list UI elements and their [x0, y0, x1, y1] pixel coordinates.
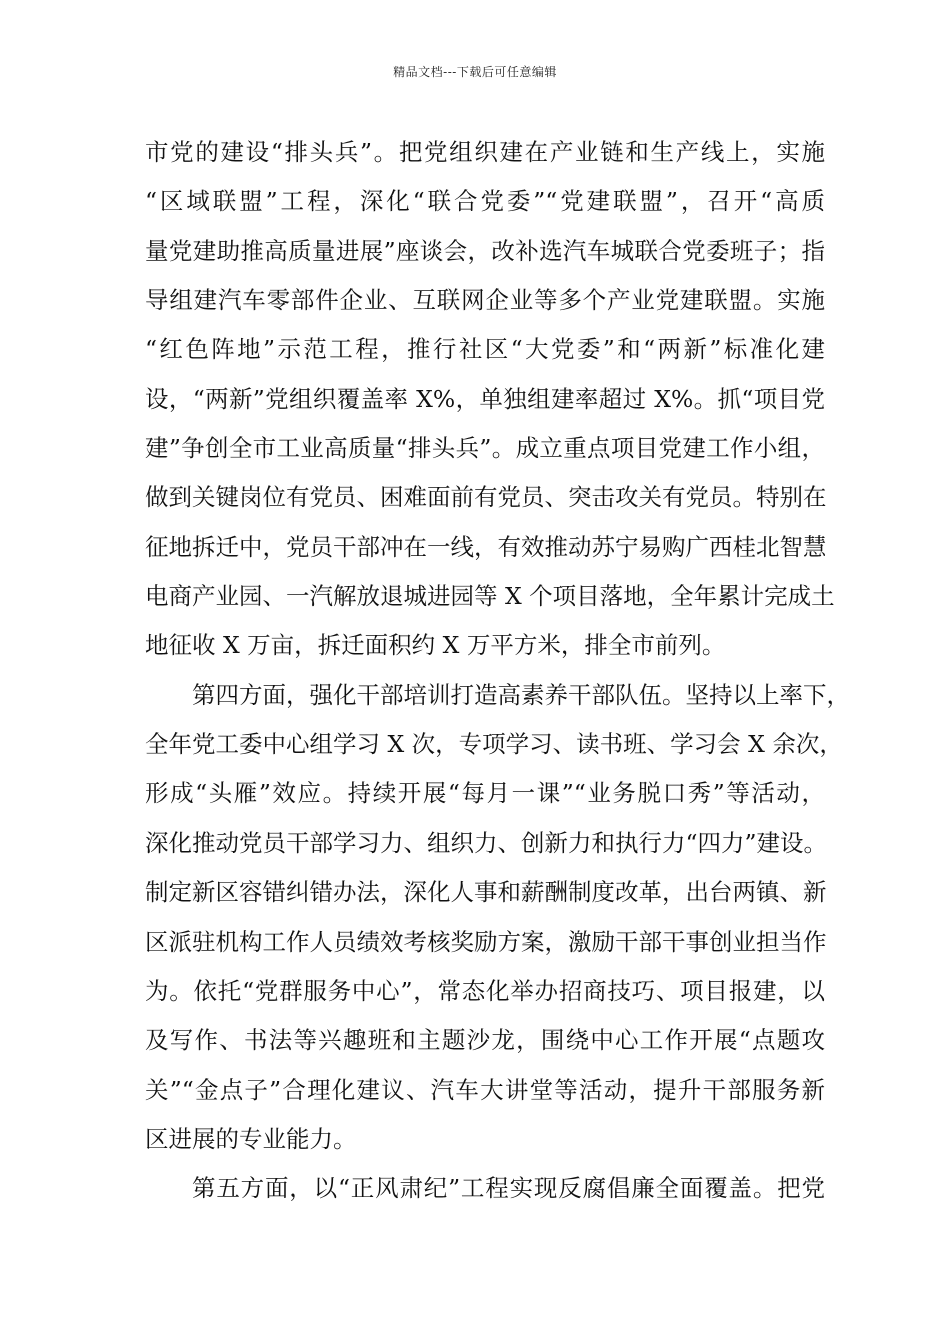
- text-line: 制定新区容错纠错办法，深化人事和薪酬制度改革，出台两镇、新: [145, 878, 827, 907]
- text-line: 为。依托“党群服务中心”，常态化举办招商技巧、项目报建，以: [145, 976, 825, 1005]
- page-header: 精品文档---下载后可任意编辑: [393, 65, 557, 79]
- text-line: 量党建助推高质量进展”座谈会，改补选汽车城联合党委班子；指: [145, 236, 825, 265]
- text-line: 区进展的专业能力。: [145, 1124, 357, 1153]
- text-line: 电商产业园、一汽解放退城进园等 X 个项目落地，全年累计完成土: [145, 582, 835, 611]
- text-line: 形成“头雁”效应。持续开展“每月一课”“业务脱口秀”等活动，: [145, 779, 825, 808]
- text-line: 导组建汽车零部件企业、互联网企业等多个产业党建联盟。实施: [145, 286, 825, 315]
- text-line: 建”争创全市工业高质量“排头兵”。成立重点项目党建工作小组，: [145, 434, 825, 463]
- text-line: 及写作、书法等兴趣班和主题沙龙，围绕中心工作开展“点题攻: [145, 1026, 825, 1055]
- text-line: 全年党工委中心组学习 X 次，专项学习、读书班、学习会 X 余次，: [145, 730, 843, 759]
- paragraph-start-line: 第五方面，以“正风肃纪”工程实现反腐倡廉全面覆盖。把党: [192, 1174, 825, 1203]
- text-line: 区派驻机构工作人员绩效考核奖励方案，激励干部干事创业担当作: [145, 927, 827, 956]
- text-line: 深化推动党员干部学习力、组织力、创新力和执行力“四力”建设。: [145, 828, 828, 857]
- text-line: 做到关键岗位有党员、困难面前有党员、突击攻关有党员。特别在: [145, 483, 827, 512]
- document-body: [145, 128, 850, 1214]
- text-line: “红色阵地”示范工程，推行社区“大党委”和“两新”标准化建: [145, 335, 825, 364]
- text-line: 设，“两新”党组织覆盖率 X%，单独组建率超过 X%。抓“项目党: [145, 384, 825, 413]
- text-line: 市党的建设“排头兵”。把党组织建在产业链和生产线上，实施: [145, 138, 825, 166]
- text-line: “区域联盟”工程，深化“联合党委”“党建联盟”，召开“高质: [145, 187, 825, 216]
- text-line: 地征收 X 万亩，拆迁面积约 X 万平方米，排全市前列。: [145, 631, 726, 660]
- text-line: 关”“金点子”合理化建议、汽车大讲堂等活动，提升干部服务新: [145, 1075, 825, 1104]
- text-line: 征地拆迁中，党员干部冲在一线，有效推动苏宁易购广西桂北智慧: [145, 532, 827, 561]
- paragraph-start-line: 第四方面，强化干部培训打造高素养干部队伍。坚持以上率下，: [192, 680, 850, 709]
